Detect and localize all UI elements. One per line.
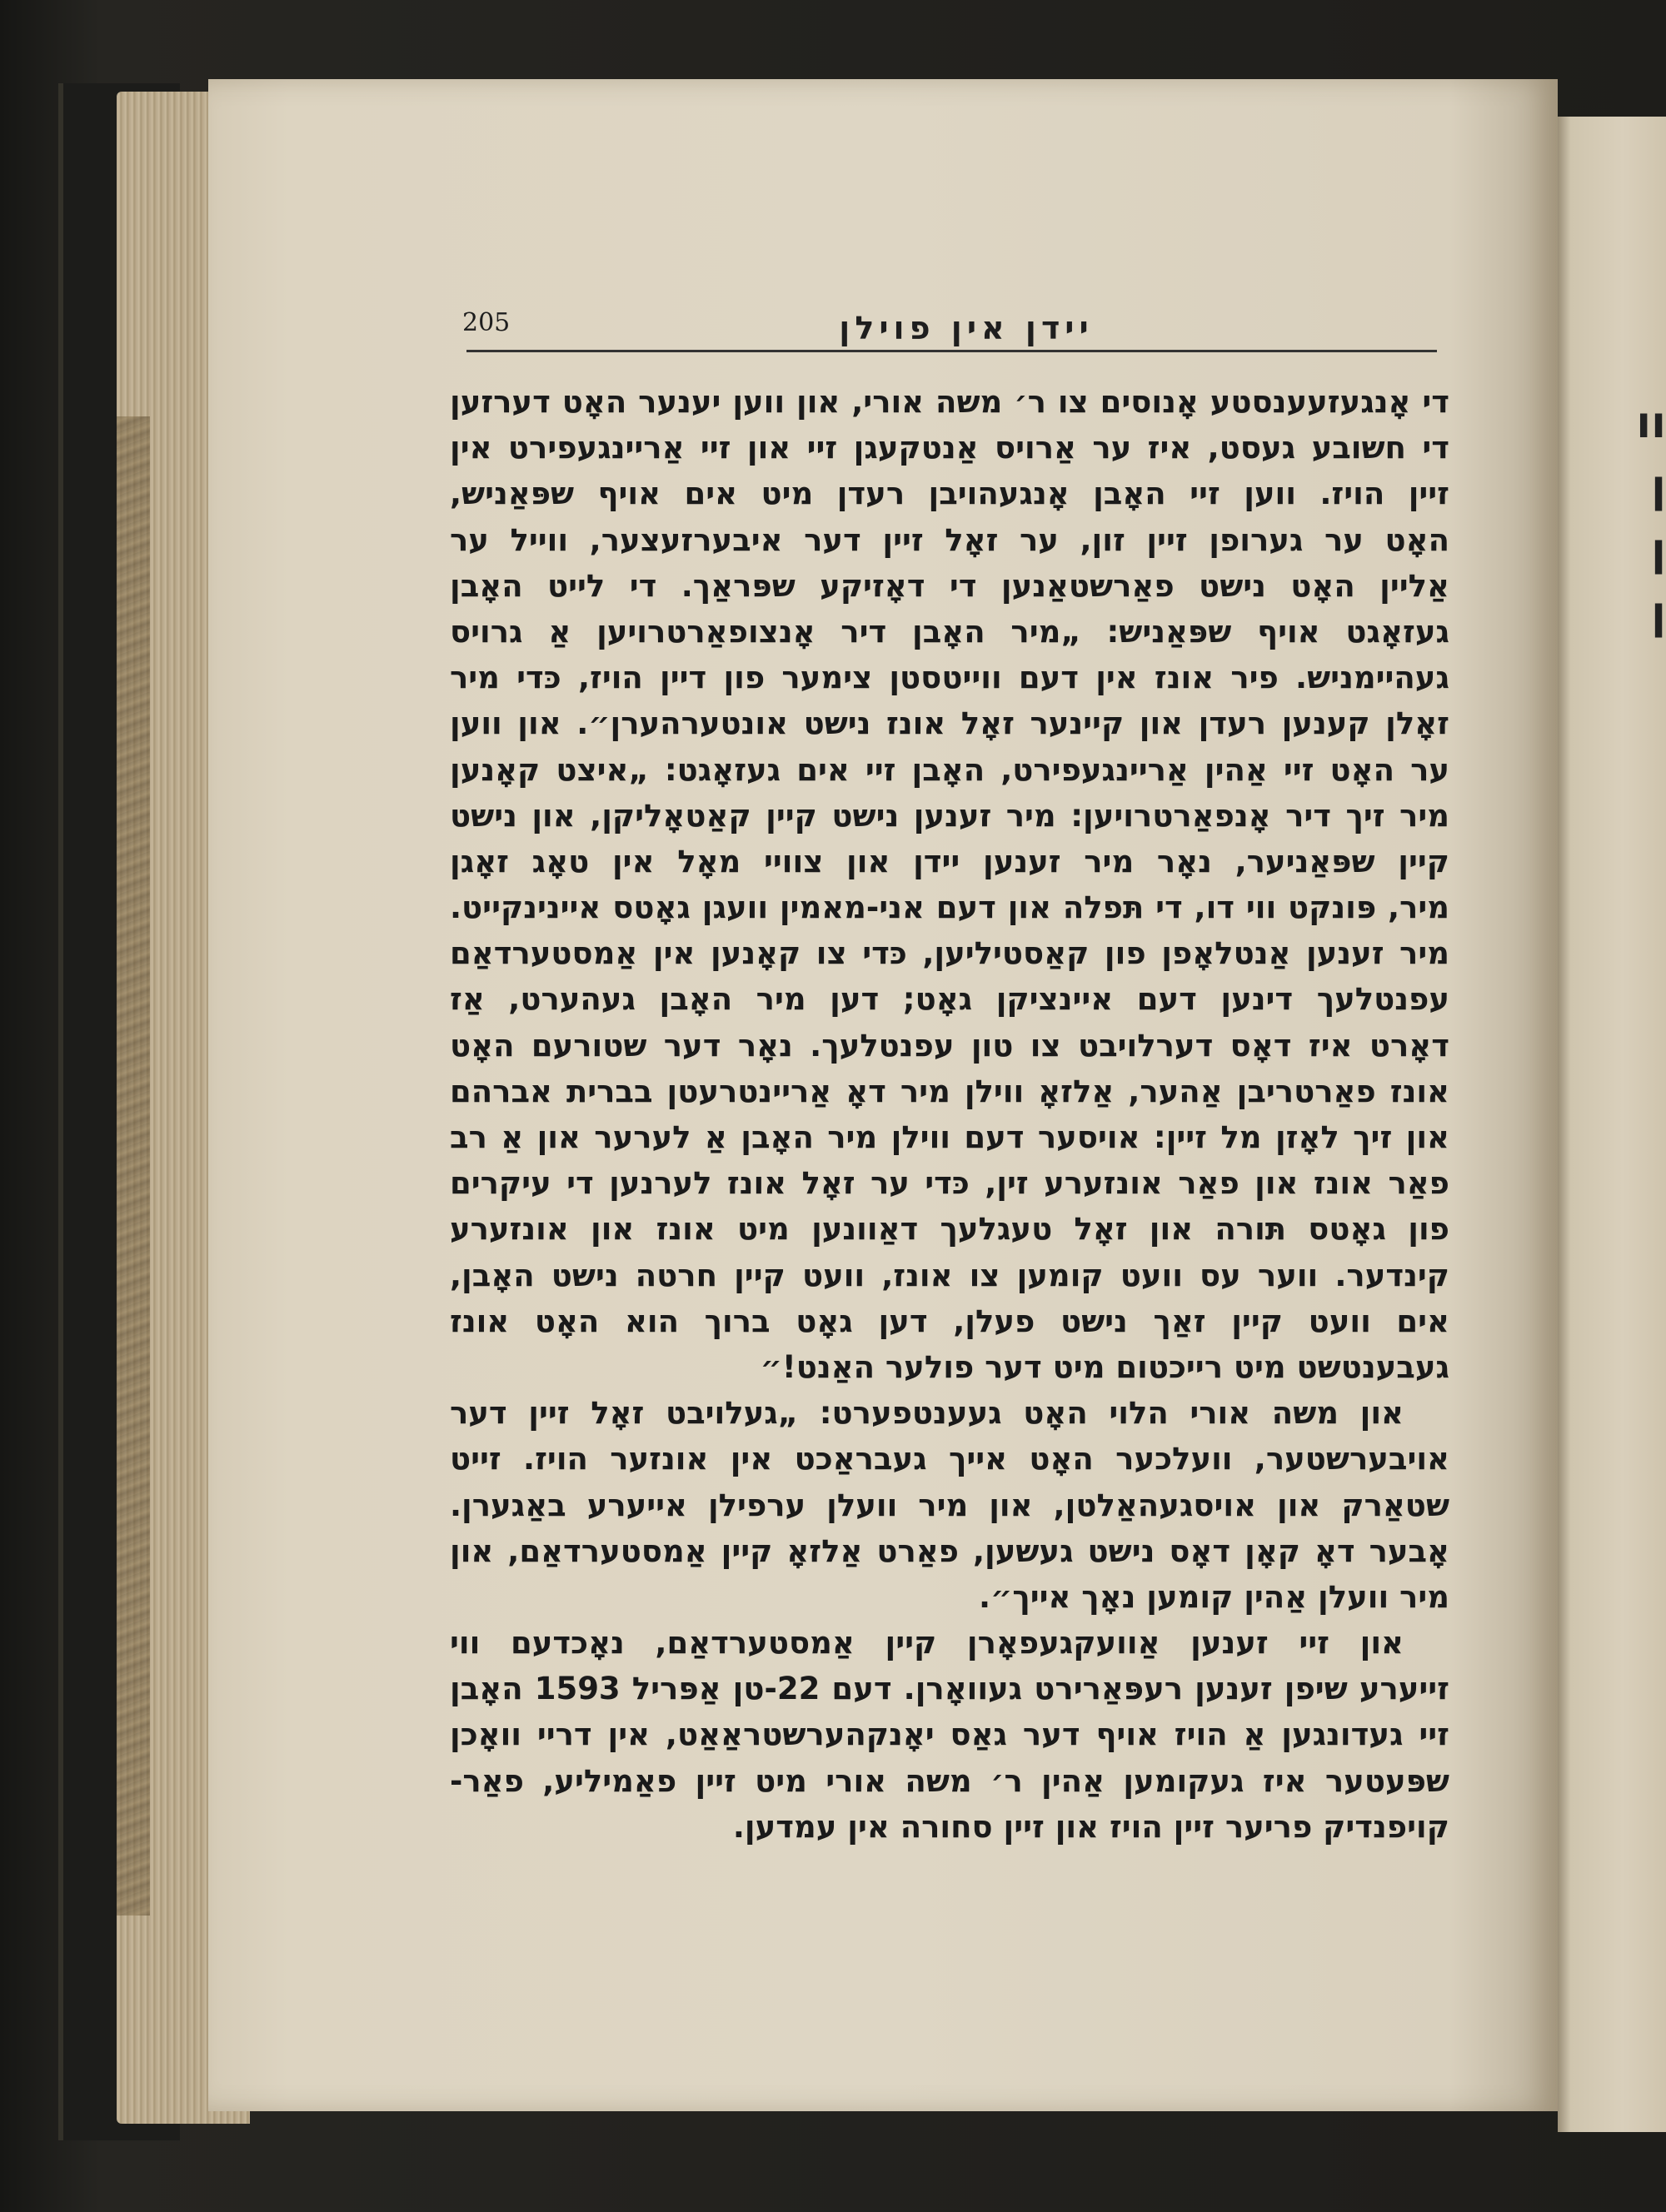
text-line: עפנטלעך דינען דעם איינציקן גאָט; דען מיר האָבן געהערט, אַז — [450, 981, 1449, 1018]
text-line: פון גאָטס תּורה און זאָל טעגלעך דאַוונען מיט אונז און אונזערע — [450, 1211, 1449, 1248]
text-line: קינדער. ווער עס וועט קומען צו אונז, וועט קיין חרטה נישט האָבן, — [450, 1257, 1449, 1293]
text-line: פאַר אונז און פאַר אונזערע זין, כּדי ער זאָל אונז לערנען די עיקרים — [450, 1165, 1449, 1202]
header-rule — [466, 350, 1437, 352]
text-line: מיר, פּונקט ווי דו, די תּפלה און דעם אני-מאמין וועגן גאָטס איינינקייט. — [450, 889, 1449, 926]
text-line: געהיימניש. פיר אונז אין דעם ווייטסטן צימער פון דיין הויז, כּדי מיר — [450, 660, 1449, 696]
next-page-fragment: וו — [1636, 398, 1666, 448]
text-line: שטאַרק און אויסגעהאַלטן, און מיר וועלן ערפילן אייערע באַגערן. — [450, 1487, 1449, 1523]
text-line: די אָנגעזעענסטע אָנוסים צו ר׳ משה אורי, און ווען יענער האָט דערזען — [450, 384, 1449, 420]
text-line: מיר וועלן אַהין קומען נאָך אייך״. — [979, 1578, 1449, 1615]
text-line: אונז פאַרטריבן אַהער, אַלזאָ ווילן מיר דאָ אַריינטרעטן בברית אברהם — [450, 1073, 1449, 1109]
page-number: 205 — [462, 308, 511, 337]
text-line: אים וועט קיין זאַך נישט פעלן, דען גאָט ברוך הוא האָט אונז — [450, 1303, 1449, 1339]
text-line: אַליין האָט נישט פאַרשטאַנען די דאָזיקע שפּראַך. די לייט האָבן — [450, 567, 1449, 604]
text-line: קויפנדיק פריער זיין הויז און זיין סחורה אין עמדען. — [732, 1808, 1449, 1845]
text-line: געזאָגט אויף שפּאַניש: „מיר האָבן דיר אָנצופאַרטרויען אַ גרויס — [450, 613, 1449, 650]
next-page-fragment: ן — [1651, 461, 1666, 511]
text-line: שפּעטער איז געקומען אַהין ר׳ משה אורי מיט זיין פאַמיליע, פאַר- — [450, 1762, 1449, 1799]
text-line: דאָרט איז דאָס דערלויבט צו טון עפנטלעך. נאָר דער שטורעם האָט — [450, 1027, 1449, 1064]
text-line: אָבער דאָ קאָן דאָס נישט געשען, פאַרט אַלזאָ קיין אַמסטערדאַם, און — [450, 1532, 1449, 1569]
text-line: זיין הויז. ווען זיי האָבן אָנגעהויבן רעדן מיט אים אויף שפּאַניש, — [450, 476, 1449, 512]
running-title: יידן אין פוילן — [839, 310, 1094, 346]
text-line: געבענטשט מיט רייכטום מיט דער פולער האַנט!״ — [760, 1348, 1449, 1385]
text-line: און זיי זענען אַוועקגעפאָרן קיין אַמסטערדאַם, נאָכדעם ווי — [450, 1625, 1404, 1661]
body-text — [450, 379, 1449, 1850]
text-line: די חשובע געסט, איז ער אַרויס אַנטקעגן זיי און זיי אַריינגעפירט אין — [450, 430, 1449, 466]
text-line: ער האָט זיי אַהין אַריינגעפירט, האָבן זיי אים געזאָגט: „איצט קאָנען — [450, 751, 1449, 788]
text-line: האָט ער גערופן זיין זון, ער זאָל זיין דער איבערזעצער, ווייל ער — [450, 521, 1449, 558]
text-line: זאָלן קענען רעדן און קיינער זאָל אונז נישט אונטערהערן״. און ווען — [450, 705, 1449, 742]
text-line: מיר זיך דיר אָנפאַרטרויען: מיר זענען נישט קיין קאַטאָליקן, און נישט — [450, 797, 1449, 834]
text-line: אויבערשטער, וועלכער האָט אייך געבראַכט אין אונזער הויז. זייט — [450, 1441, 1449, 1477]
next-page-fragment: ן — [1651, 525, 1666, 575]
text-line: זייערע שיפן זענען רעפּאַרירט געוואָרן. דעם 22-טן אַפּריל 1593 האָבן — [450, 1671, 1449, 1707]
text-line: זיי געדונגען אַ הויז אויף דער גאַס יאָנקהערשטראַאַט, אין דריי וואָכן — [450, 1716, 1449, 1753]
page-edges-pattern — [117, 416, 150, 1916]
next-page-fragments — [1624, 391, 1666, 645]
next-page-fragment: ן — [1651, 588, 1666, 638]
text-line: קיין שפּאַניער, נאָר מיר זענען יידן און צוויי מאָל אין טאָג זאָגן — [450, 843, 1449, 879]
text-line: מיר זענען אַנטלאָפן פון קאַסטיליען, כּדי צו קאָנען אין אַמסטערדאַם — [450, 935, 1449, 972]
text-line: און זיך לאָזן מל זיין: אויסער דעם ווילן מיר האָבן אַ לערער און אַ רב — [450, 1119, 1449, 1155]
text-line: און משה אורי הלוי האָט געענטפערט: „געלויבט זאָל זיין דער — [450, 1395, 1404, 1432]
